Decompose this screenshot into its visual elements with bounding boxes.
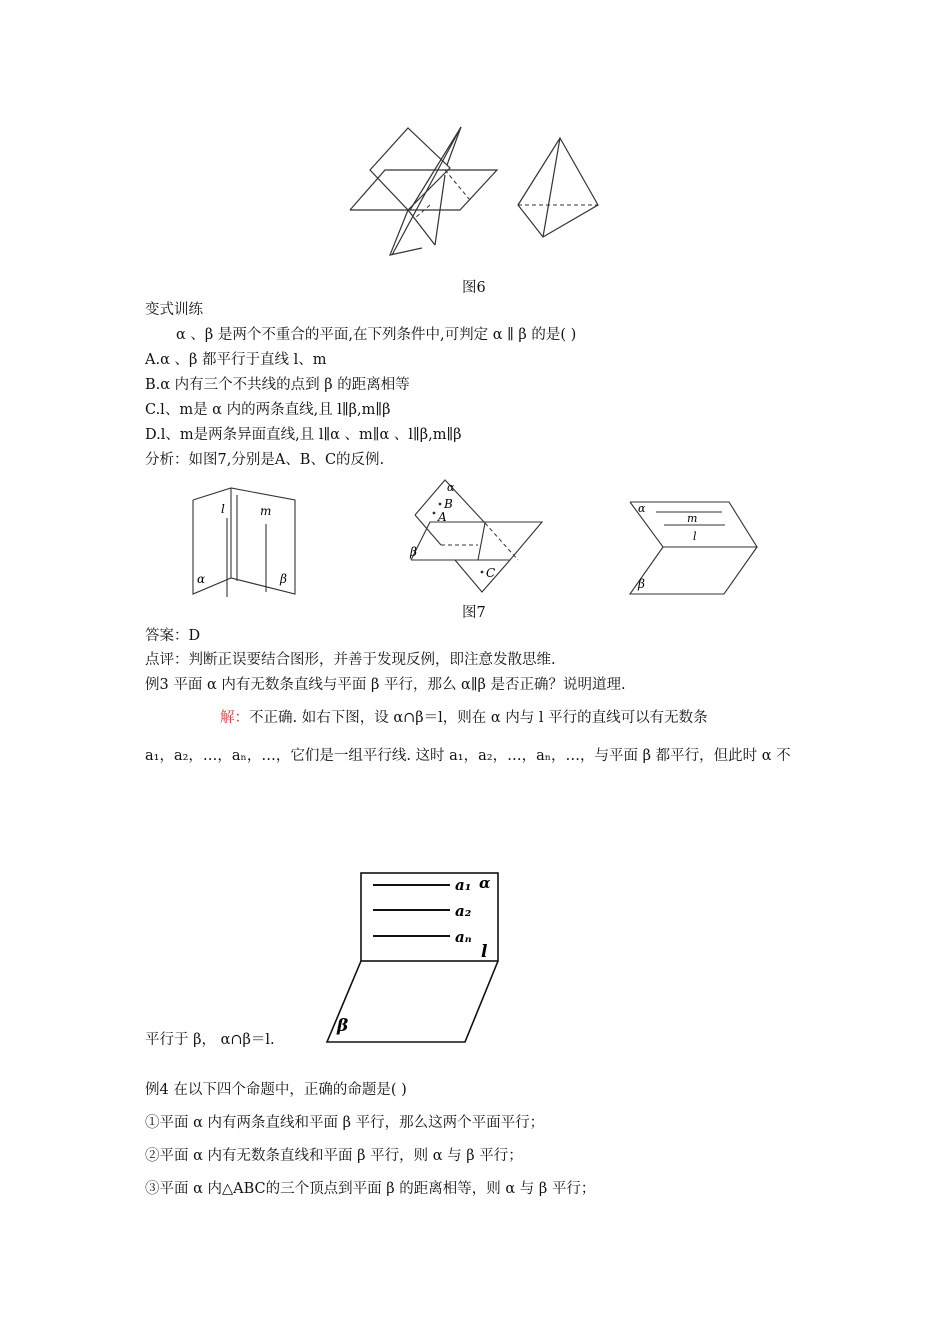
fig7a-label-m: m [260,504,272,518]
fig8-label-alpha: α [479,874,491,892]
example-4-item-3: ③平面 α 内△ABC的三个顶点到平面 β 的距离相等，则 α 与 β 平行； [145,1181,596,1197]
variant-heading: 变式训练 [145,302,203,318]
example-4-item-2: ②平面 α 内有无数条直线和平面 β 平行，则 α 与 β 平行； [145,1148,523,1164]
fig7a-label-beta: β [280,572,287,586]
fig7b-label-alpha: α [447,481,455,494]
figure-6-planes [340,115,620,260]
fig7c-label-beta: β [638,577,645,591]
option-d: D.l、m是两条异面直线,且 l∥α 、m∥α 、l∥β,m∥β [145,427,462,443]
fig7a-label-alpha: α [197,572,206,586]
solution-text-1: 不正确. 如右下图，设 α∩β＝l，则在 α 内与 l 平行的直线可以有无数条 [249,710,708,726]
fig7b-label-A: A [438,510,447,524]
option-c: C.l、m是 α 内的两条直线,且 l∥β,m∥β [145,402,391,418]
figure-7a-open-book [185,478,300,600]
fig7c-label-l: l [693,530,697,543]
answer-text: 答案：D [145,628,201,644]
fig7c-label-alpha: α [638,502,646,515]
variant-question: α 、β 是两个不重合的平面,在下列条件中,可判定 α ∥ β 的是( ) [176,327,577,343]
option-a: A.α 、β 都平行于直线 l、m [145,352,327,368]
fig8-label-beta: β [337,1016,349,1036]
fig8-label-a1: a₁ [455,876,472,894]
fig8-label-an: aₙ [455,928,472,946]
option-b: B.α 内有三个不共线的点到 β 的距离相等 [145,377,410,393]
example-3-solution-line3: 平行于 β， α∩β＝l. [145,1032,275,1048]
solution-label: 解： [220,710,249,726]
analysis-text: 分析：如图7,分别是A、B、C的反例. [145,452,385,468]
fig7c-label-m: m [687,512,698,525]
fig8-label-a2: a₂ [455,902,472,920]
figure-7-caption: 图7 [462,605,486,621]
fig7a-label-l: l [221,502,225,516]
figure-7c-parallel-lines-planes [625,495,765,600]
comment-text: 点评：判断正误要结合图形，并善于发现反例，即注意发散思维. [145,652,556,668]
example-4-question: 例4 在以下四个命题中，正确的命题是( ) [145,1082,407,1098]
figure-7b-intersecting-planes [390,472,550,597]
example-4-item-1: ①平面 α 内有两条直线和平面 β 平行，那么这两个平面平行； [145,1115,545,1131]
figure-alpha-beta-intersection [325,870,505,1045]
example-3-solution-line2: a₁，a₂，…，aₙ，…，它们是一组平行线. 这时 a₁，a₂，…，aₙ，…，与平面 β 都平行，但此时 α 不 [145,748,791,764]
fig7b-label-C: C [486,566,496,580]
fig8-label-l: l [481,942,488,962]
fig7b-label-beta: β [410,545,417,559]
example-3-question: 例3 平面 α 内有无数条直线与平面 β 平行，那么 α∥β 是否正确？说明道理. [145,677,626,693]
figure-6-caption: 图6 [462,280,486,296]
example-3-solution-line1 [220,708,708,728]
fig7b-label-B: B [444,497,453,511]
